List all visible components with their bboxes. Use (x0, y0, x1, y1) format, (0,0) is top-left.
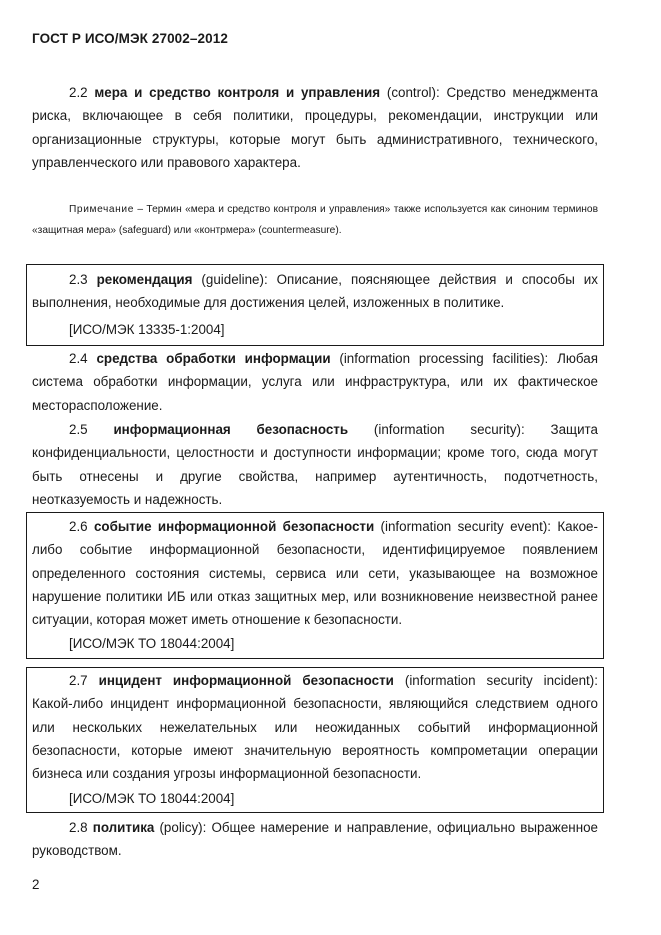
entry-number: 2.8 (69, 820, 88, 835)
entry-2-2 (32, 81, 598, 174)
note-text: – Термин «мера и средство контроля и управления» также используется как синоним терминов «защитная мера» (safeguard) или «контрмера» (countermeasure). (32, 204, 598, 236)
entry-2-7-reference: [ИСО/МЭК ТО 18044:2004] (69, 791, 235, 806)
entry-english: (control) (386, 85, 436, 100)
document-header: ГОСТ Р ИСО/МЭК 27002–2012 (32, 31, 228, 46)
entry-english: (information security event) (380, 519, 548, 534)
entry-english: (information security) (373, 422, 521, 437)
page-number: 2 (32, 877, 40, 892)
entry-english: (information processing facilities) (339, 351, 545, 366)
entry-2-8 (32, 816, 598, 863)
entry-definition: : Общее намерение и направление, официально выраженное руководством. (32, 820, 598, 859)
entry-term: событие информационной безопасности (93, 519, 375, 534)
entry-number: 2.5 (69, 422, 88, 437)
entry-definition: : Средство менеджмента риска, включающее в себя политики, процедуры, рекомендации, инструкции или организационные структуры, которые могут быть административного, технического, управленческого или правового характера. (32, 85, 598, 170)
note-label: Примечание (69, 204, 134, 215)
entry-number: 2.2 (69, 85, 88, 100)
entry-number: 2.7 (69, 673, 88, 688)
entry-definition: : Любая система обработки информации, услуга или инфраструктура, или их фактическое месторасположение. (32, 351, 598, 413)
entry-english: (guideline) (201, 272, 264, 287)
entry-english: (information security incident) (404, 673, 595, 688)
entry-term: политика (92, 820, 155, 835)
entry-term: мера и средство контроля и управления (94, 85, 381, 100)
entry-term: средства обработки информации (96, 351, 331, 366)
entry-english: (policy) (159, 820, 203, 835)
entry-2-6-reference: [ИСО/МЭК ТО 18044:2004] (69, 636, 235, 651)
entry-number: 2.6 (69, 519, 88, 534)
entry-definition: : Описание, поясняющее действия и способы их выполнения, необходимые для достижения целей, изложенных в политике. (32, 272, 598, 311)
entry-2-6 (32, 515, 598, 631)
entry-number: 2.3 (69, 272, 88, 287)
entry-2-4 (32, 347, 598, 417)
entry-term: информационная безопасность (113, 422, 349, 437)
entry-term: рекомендация (96, 272, 193, 287)
entry-2-3-reference: [ИСО/МЭК 13335-1:2004] (69, 322, 225, 337)
entry-2-3 (32, 268, 598, 315)
entry-2-5 (32, 418, 598, 511)
entry-definition: : Защита конфиденциальности, целостности и доступности информации; кроме того, сюда могут быть отнесены и другие свойства, например аутентичность, подотчетность, неотказуемость и надежность. (32, 422, 598, 507)
note (32, 199, 598, 241)
entry-number: 2.4 (69, 351, 88, 366)
entry-definition: : Какое-либо событие информационной безопасности, идентифицируемое появлением определенного состояния системы, сервиса или сети, указывающее на возможное нарушение политики ИБ или отказ защитных мер, или возникновение неизвестной ранее ситуации, которая может иметь отношение к безопасности. (32, 519, 598, 628)
entry-definition: : Какой-либо инцидент информационной безопасности, являющийся следствием одного или нескольких нежелательных или неожиданных событий информационной безопасности, которые имеют значительную вероятность компрометации операции бизнеса или создания угрозы информационной безопасности. (32, 673, 598, 782)
entry-2-7 (32, 669, 598, 785)
entry-term: инцидент информационной безопасности (98, 673, 394, 688)
